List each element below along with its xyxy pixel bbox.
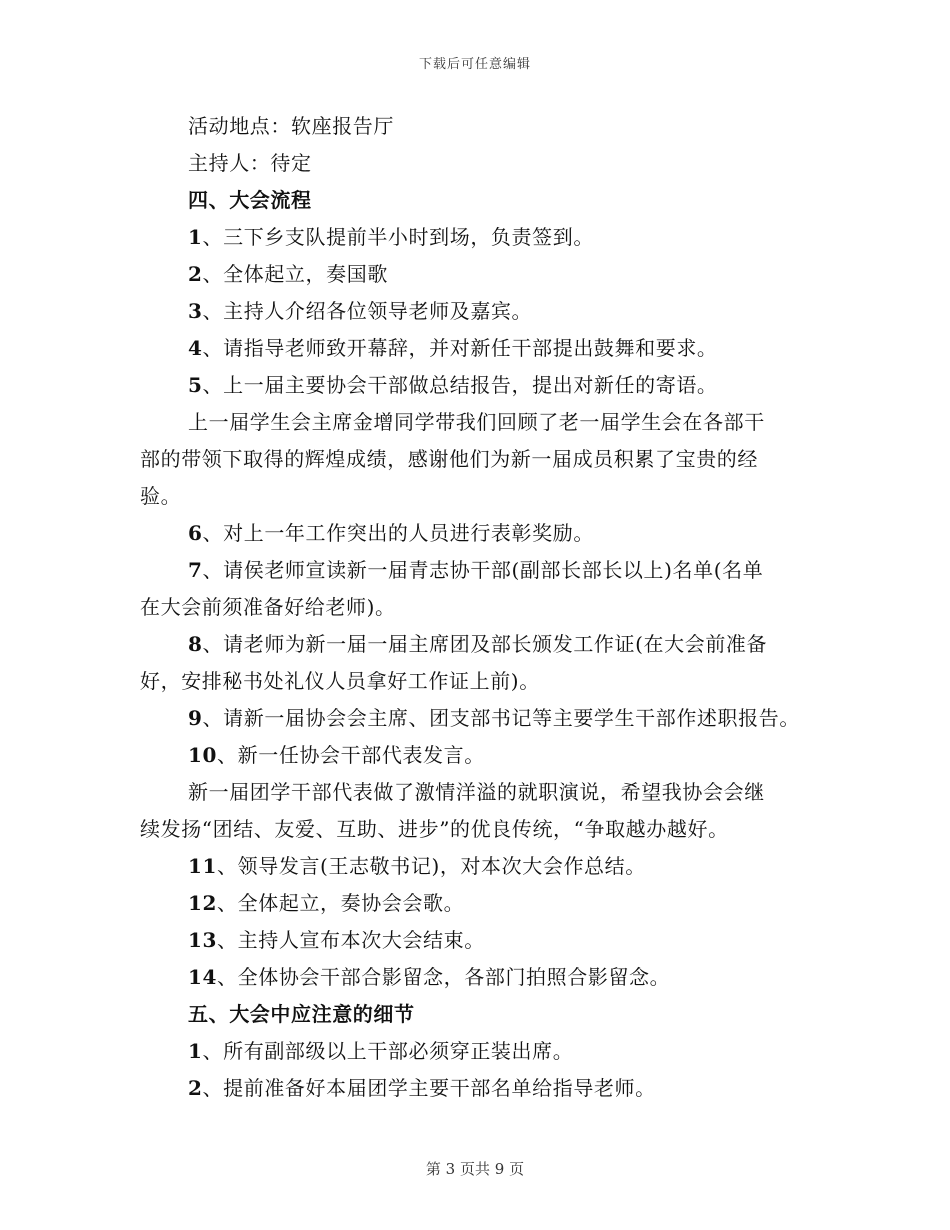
- line-text: 上一届学生会主席金增同学带我们回顾了老一届学生会在各部干: [188, 410, 765, 434]
- item-number: 3: [188, 299, 203, 323]
- item-text: 、全体协会干部合影留念，各部门拍照合影留念。: [217, 965, 671, 989]
- page-header: 下载后可任意编辑: [418, 57, 531, 72]
- list-item: [140, 515, 820, 552]
- list-item: [140, 367, 820, 404]
- list-item: [140, 885, 820, 922]
- list-item: [140, 700, 820, 737]
- line-text: 活动地点：软座报告厅: [188, 114, 394, 138]
- item-number: 1: [188, 1039, 203, 1063]
- paragraph-line: [140, 404, 820, 441]
- item-text: 、三下乡支队提前半小时到场，负责签到。: [202, 225, 594, 249]
- paragraph-line: [140, 774, 820, 811]
- list-item: [140, 330, 820, 367]
- item-number: 8: [188, 632, 203, 656]
- list-item: [140, 293, 820, 330]
- paragraph-line: [140, 589, 820, 626]
- heading-text: 四、大会流程: [188, 188, 312, 212]
- paragraph-line: [140, 811, 820, 848]
- page-footer: 第 3 页共 9 页: [425, 1160, 525, 1178]
- item-number: 9: [188, 706, 203, 730]
- paragraph-line: [140, 108, 820, 145]
- item-number: 12: [188, 891, 218, 915]
- list-item: [140, 1033, 820, 1070]
- item-text: 、对上一年工作突出的人员进行表彰奖励。: [202, 521, 594, 545]
- item-number: 5: [188, 373, 203, 397]
- paragraph-line: [140, 663, 820, 700]
- list-item: [140, 626, 820, 663]
- line-text: 验。: [140, 484, 182, 508]
- line-text: 好，安排秘书处礼仪人员拿好工作证上前)。: [140, 669, 540, 693]
- item-text: 、全体起立，奏国歌: [202, 262, 388, 286]
- line-text: 主持人：待定: [188, 151, 312, 175]
- list-item: [140, 922, 820, 959]
- item-text: 、主持人宣布本次大会结束。: [217, 928, 485, 952]
- list-item: [140, 848, 820, 885]
- list-item: [140, 737, 820, 774]
- item-number: 7: [188, 558, 203, 582]
- section-heading: [140, 996, 820, 1033]
- paragraph-line: [140, 441, 820, 478]
- item-text: 、主持人介绍各位领导老师及嘉宾。: [202, 299, 533, 323]
- document-body: [140, 108, 820, 1107]
- item-number: 13: [188, 928, 218, 952]
- item-text: 、请侯老师宣读新一届青志协干部(副部长部长以上)名单(名单: [202, 558, 764, 582]
- item-text: 、新一任协会干部代表发言。: [217, 743, 485, 767]
- line-text: 续发扬“团结、友爱、互助、进步”的优良传统，“争取越办越好。: [140, 817, 729, 841]
- paragraph-line: [140, 145, 820, 182]
- item-text: 、请指导老师致开幕辞，并对新任干部提出鼓舞和要求。: [202, 336, 718, 360]
- item-number: 4: [188, 336, 203, 360]
- item-text: 、全体起立，奏协会会歌。: [217, 891, 465, 915]
- list-item: [140, 959, 820, 996]
- item-number: 1: [188, 225, 203, 249]
- item-text: 、请新一届协会会主席、团支部书记等主要学生干部作述职报告。: [202, 706, 800, 730]
- list-item: [140, 552, 820, 589]
- paragraph-line: [140, 478, 820, 515]
- item-text: 、请老师为新一届一届主席团及部长颁发工作证(在大会前准备: [202, 632, 768, 656]
- line-text: 新一届团学干部代表做了激情洋溢的就职演说，希望我协会会继: [188, 780, 765, 804]
- list-item: [140, 256, 820, 293]
- line-text: 部的带领下取得的辉煌成绩，感谢他们为新一届成员积累了宝贵的经: [140, 447, 758, 471]
- item-number: 6: [188, 521, 203, 545]
- item-text: 、上一届主要协会干部做总结报告，提出对新任的寄语。: [202, 373, 718, 397]
- heading-text: 五、大会中应注意的细节: [188, 1002, 415, 1026]
- section-heading: [140, 182, 820, 219]
- item-number: 14: [188, 965, 218, 989]
- line-text: 在大会前须准备好给老师)。: [140, 595, 396, 619]
- list-item: [140, 219, 820, 256]
- item-text: 、所有副部级以上干部必须穿正装出席。: [202, 1039, 574, 1063]
- item-number: 2: [188, 262, 203, 286]
- item-number: 11: [188, 854, 218, 878]
- list-item: [140, 1070, 820, 1107]
- item-text: 、领导发言(王志敬书记)，对本次大会作总结。: [217, 854, 646, 878]
- item-number: 2: [188, 1076, 203, 1100]
- item-number: 10: [188, 743, 218, 767]
- item-text: 、提前准备好本届团学主要干部名单给指导老师。: [202, 1076, 656, 1100]
